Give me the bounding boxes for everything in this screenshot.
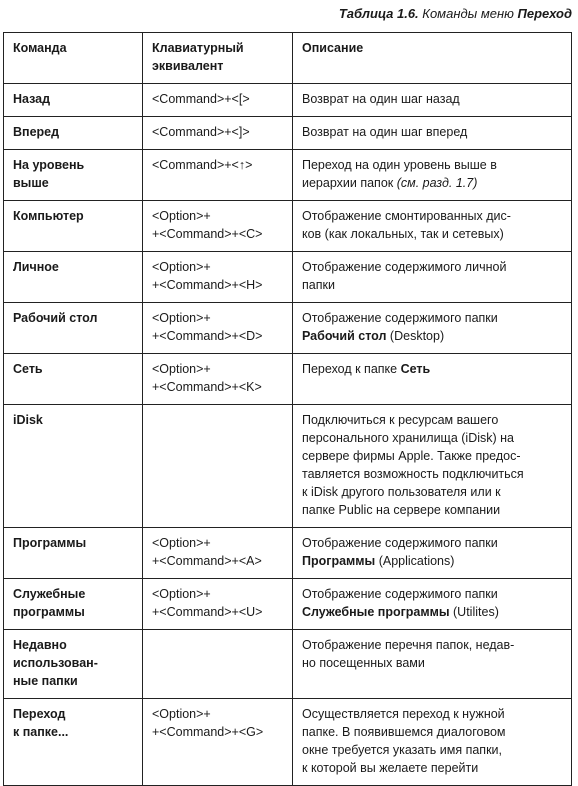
menu-item-name: Программы [302, 554, 376, 568]
commands-table [3, 32, 572, 786]
description-line [302, 447, 562, 465]
command-name: На уровень [13, 158, 85, 172]
description-line [302, 123, 562, 141]
shortcut-cell [143, 84, 293, 117]
description-line [302, 705, 562, 723]
description-line [302, 90, 562, 108]
table-row [4, 201, 572, 252]
description-text: Отображение смонтированных дис- [302, 209, 511, 223]
description-text: иерархии папок [302, 176, 397, 190]
description-line [302, 603, 562, 621]
description-line [302, 156, 562, 174]
description-line [302, 207, 562, 225]
description-line [302, 327, 562, 345]
shortcut-cell [143, 150, 293, 201]
description-text: Отображение перечня папок, недав- [302, 638, 515, 652]
description-line [302, 534, 562, 552]
command-name-cell [4, 84, 143, 117]
shortcut-text: +<Command>+<K> [152, 380, 262, 394]
description-cell [293, 150, 572, 201]
description-text: но посещенных вами [302, 656, 425, 670]
description-cell [293, 303, 572, 354]
table-row [4, 252, 572, 303]
description-line [302, 585, 562, 603]
table-body [4, 84, 572, 786]
header-description-line: Описание [302, 41, 364, 55]
command-name: выше [13, 176, 49, 190]
description-line [302, 258, 562, 276]
command-name: ные папки [13, 674, 78, 688]
caption-text: Команды меню [418, 6, 518, 21]
description-text: Возврат на один шаг вперед [302, 125, 468, 139]
command-name: Личное [13, 260, 59, 274]
description-cell [293, 354, 572, 405]
description-line [302, 723, 562, 741]
description-line [302, 759, 562, 777]
shortcut-text: <Option>+ [152, 362, 211, 376]
shortcut-text: <Command>+<]> [152, 125, 250, 139]
section-reference: (см. разд. 1.7) [396, 176, 478, 190]
description-text: к iDisk другого пользователя или к [302, 485, 501, 499]
menu-item-name: Служебные программы [302, 605, 450, 619]
description-text: папке Public на сервере компании [302, 503, 501, 517]
command-name-cell [4, 252, 143, 303]
description-cell [293, 84, 572, 117]
shortcut-cell [143, 201, 293, 252]
description-line [302, 360, 562, 378]
description-text: Возврат на один шаг назад [302, 92, 460, 106]
description-cell [293, 630, 572, 699]
description-cell [293, 252, 572, 303]
description-cell [293, 528, 572, 579]
shortcut-cell [143, 354, 293, 405]
caption-menu-name: Переход [517, 6, 572, 21]
table-row [4, 405, 572, 528]
description-text: персонального хранилища (iDisk) на [302, 431, 514, 445]
description-text: (Applications) [375, 554, 455, 568]
table-row [4, 303, 572, 354]
description-text: Отображение содержимого папки [302, 587, 498, 601]
description-text: Отображение содержимого папки [302, 536, 498, 550]
shortcut-text: +<Command>+<G> [152, 725, 264, 739]
shortcut-cell [143, 699, 293, 786]
shortcut-cell [143, 528, 293, 579]
menu-item-name: Сеть [400, 362, 431, 376]
command-name: Сеть [13, 362, 43, 376]
description-line [302, 483, 562, 501]
shortcut-cell [143, 252, 293, 303]
description-text: окне требуется указать имя папки, [302, 743, 502, 757]
description-text: папки [302, 278, 335, 292]
description-text: Отображение содержимого папки [302, 311, 498, 325]
table-row [4, 84, 572, 117]
command-name-cell [4, 528, 143, 579]
shortcut-text: +<Command>+<U> [152, 605, 263, 619]
command-name: iDisk [13, 413, 43, 427]
command-name: Переход [13, 707, 66, 721]
command-name: Назад [13, 92, 51, 106]
table-row [4, 354, 572, 405]
command-name: Служебные [13, 587, 86, 601]
header-shortcut-line-1: Клавиатурный [152, 41, 244, 55]
shortcut-text: <Command>+<↑> [152, 158, 253, 172]
description-cell [293, 579, 572, 630]
description-line [302, 465, 562, 483]
description-line [302, 411, 562, 429]
command-name: Недавно [13, 638, 67, 652]
shortcut-cell [143, 303, 293, 354]
table-row [4, 150, 572, 201]
description-line [302, 276, 562, 294]
table-row [4, 630, 572, 699]
shortcut-text: +<Command>+<A> [152, 554, 262, 568]
caption-label: Таблица 1.6. [338, 6, 419, 21]
command-name-cell [4, 303, 143, 354]
command-name: Вперед [13, 125, 60, 139]
header-description [293, 33, 572, 84]
shortcut-text: <Option>+ [152, 311, 211, 325]
description-text: Переход на один уровень выше в [302, 158, 497, 172]
command-name: Рабочий стол [13, 311, 98, 325]
header-command [4, 33, 143, 84]
command-name-cell [4, 630, 143, 699]
description-text: (Utilites) [449, 605, 499, 619]
command-name: Компьютер [13, 209, 84, 223]
description-line [302, 636, 562, 654]
command-name: Программы [13, 536, 87, 550]
description-line [302, 741, 562, 759]
command-name-cell [4, 150, 143, 201]
command-name: к папке... [13, 725, 69, 739]
table-row [4, 579, 572, 630]
table-header-row [4, 33, 572, 84]
shortcut-cell [143, 579, 293, 630]
command-name-cell [4, 117, 143, 150]
shortcut-text: +<Command>+<C> [152, 227, 263, 241]
shortcut-text: +<Command>+<H> [152, 278, 263, 292]
shortcut-cell [143, 630, 293, 699]
description-text: папке. В появившемся диалоговом [302, 725, 506, 739]
command-name-cell [4, 354, 143, 405]
table-row [4, 528, 572, 579]
description-cell [293, 201, 572, 252]
description-cell [293, 699, 572, 786]
shortcut-text: <Option>+ [152, 707, 211, 721]
description-line [302, 429, 562, 447]
command-name-cell [4, 579, 143, 630]
description-line [302, 225, 562, 243]
table-row [4, 699, 572, 786]
shortcut-text: <Option>+ [152, 260, 211, 274]
header-command-line: Команда [13, 41, 67, 55]
shortcut-text: <Command>+<[> [152, 92, 250, 106]
description-text: Переход к папке [302, 362, 401, 376]
shortcut-text: <Option>+ [152, 536, 211, 550]
shortcut-text: <Option>+ [152, 587, 211, 601]
header-shortcut-line-2: эквивалент [152, 59, 224, 73]
menu-item-name: Рабочий стол [302, 329, 387, 343]
description-text: тавляется возможность подключиться [302, 467, 524, 481]
command-name-cell [4, 699, 143, 786]
shortcut-cell [143, 405, 293, 528]
command-name-cell [4, 201, 143, 252]
description-line [302, 552, 562, 570]
table-caption [339, 6, 572, 21]
description-text: сервере фирмы Apple. Также предос- [302, 449, 521, 463]
description-text: (Desktop) [386, 329, 445, 343]
description-line [302, 174, 562, 192]
shortcut-text: +<Command>+<D> [152, 329, 263, 343]
header-shortcut [143, 33, 293, 84]
description-cell [293, 117, 572, 150]
description-line [302, 654, 562, 672]
description-cell [293, 405, 572, 528]
command-name: программы [13, 605, 85, 619]
shortcut-text: <Option>+ [152, 209, 211, 223]
command-name-cell [4, 405, 143, 528]
command-name: использован- [13, 656, 98, 670]
description-text: Отображение содержимого личной [302, 260, 507, 274]
table-row [4, 117, 572, 150]
description-text: Подключиться к ресурсам вашего [302, 413, 499, 427]
description-text: ков (как локальных, так и сетевых) [302, 227, 504, 241]
description-line [302, 309, 562, 327]
description-text: Осуществляется переход к нужной [302, 707, 505, 721]
shortcut-cell [143, 117, 293, 150]
description-text: к которой вы желаете перейти [302, 761, 479, 775]
description-line [302, 501, 562, 519]
